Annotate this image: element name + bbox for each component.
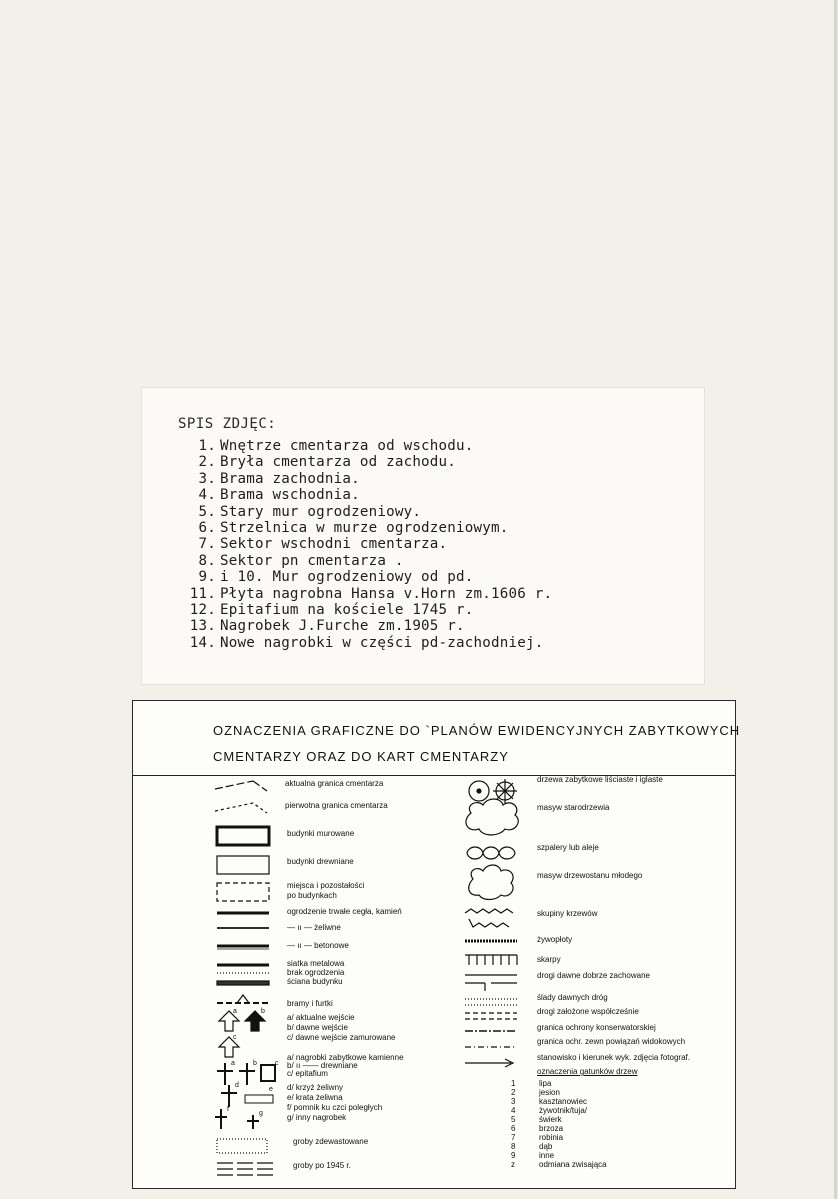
legend-label: c/ dawne wejście zamurowane bbox=[287, 1033, 396, 1042]
photo-list-item bbox=[182, 536, 552, 552]
photo-list-item-text: Strzelnica w murze ogrodzeniowym. bbox=[220, 519, 509, 536]
iron-cross-icon bbox=[221, 1085, 273, 1107]
wood-building-icon bbox=[217, 856, 269, 874]
building-wall-icon bbox=[217, 981, 269, 985]
legend-label: granica ochr. zewn powiązań widokowych bbox=[537, 1037, 686, 1046]
old-road-traces-icon bbox=[465, 999, 517, 1005]
current-boundary-icon bbox=[215, 781, 267, 791]
old-forest-icon bbox=[466, 799, 518, 835]
entrance-icon bbox=[219, 1011, 265, 1031]
legend-title-line1: OZNACZENIA GRAFICZNE DO `PLANÓW EWIDENCYJNYCH ZABYTKOWYCH bbox=[213, 723, 741, 738]
tree-species-code: 8 bbox=[511, 1142, 516, 1151]
photo-list-item-text: Wnętrze cmentarza od wschodu. bbox=[220, 438, 474, 454]
legend-label: ściana budynku bbox=[287, 977, 343, 986]
tree-species-code: 6 bbox=[511, 1124, 516, 1133]
photo-list-item bbox=[182, 520, 552, 536]
legend-label: budynki murowane bbox=[287, 829, 355, 838]
photo-list-item bbox=[182, 504, 552, 520]
devastated-graves-icon bbox=[217, 1139, 267, 1153]
svg-text:a: a bbox=[231, 1060, 235, 1067]
tombstone-icons bbox=[217, 1063, 275, 1085]
tree-species-name: jesion bbox=[539, 1088, 560, 1097]
svg-text:b: b bbox=[261, 1008, 265, 1015]
svg-text:c: c bbox=[275, 1060, 279, 1067]
tree-species-name: lipa bbox=[539, 1079, 552, 1088]
tree-species-name: odmiana zwisająca bbox=[539, 1160, 607, 1169]
legend-label: b/ ıı —— drewniane bbox=[287, 1061, 358, 1070]
tree-species-title: oznaczenia gatunków drzew bbox=[537, 1067, 638, 1076]
photo-list-item-number: 2. bbox=[198, 454, 216, 471]
legend-label: masyw starodrzewia bbox=[537, 803, 610, 812]
tree-species-code: 7 bbox=[511, 1133, 516, 1142]
photo-list bbox=[182, 438, 552, 651]
tree-species-code: 5 bbox=[511, 1115, 516, 1124]
legend-label: pierwotna granica cmentarza bbox=[285, 801, 388, 810]
photo-list-item-number: 13. bbox=[189, 618, 216, 635]
svg-text:f: f bbox=[227, 1106, 229, 1113]
legend-label: a/ nagrobki zabytkowe kamienne bbox=[287, 1053, 404, 1062]
legend-title-line2: CMENTARZY ORAZ DO KART CMENTARZY bbox=[213, 749, 509, 764]
photo-list-item-number: 4. bbox=[198, 487, 216, 504]
photo-list-card bbox=[142, 388, 704, 684]
legend-label: siatka metalowa bbox=[287, 959, 345, 968]
legend-label: drogi dawne dobrze zachowane bbox=[537, 971, 650, 980]
legend-label: drzewa zabytkowe liściaste i iglaste bbox=[537, 775, 663, 784]
legend-label: ślady dawnych dróg bbox=[537, 993, 608, 1002]
photo-list-item-text: i 10. Mur ogrodzeniowy od pd. bbox=[220, 569, 474, 586]
legend-label: d/ krzyż żeliwny bbox=[287, 1083, 344, 1092]
photo-list-item-number: 8. bbox=[198, 552, 216, 569]
tree-species-code: 3 bbox=[511, 1097, 516, 1106]
legend-label: g/ inny nagrobek bbox=[287, 1113, 347, 1122]
legend-label: — ıı — żeliwne bbox=[287, 923, 341, 932]
photo-list-item bbox=[182, 618, 552, 634]
tree-species-name: kasztanowiec bbox=[539, 1097, 588, 1106]
photo-list-item bbox=[182, 569, 552, 585]
legend-label: groby zdewastowane bbox=[293, 1137, 369, 1146]
original-boundary-icon bbox=[215, 803, 267, 813]
legend-label: skarpy bbox=[537, 955, 561, 964]
graves-after-1945-icon bbox=[217, 1163, 273, 1175]
legend-label: po budynkach bbox=[287, 891, 337, 900]
legend-label: żywopłoty bbox=[537, 935, 573, 944]
monument-icon bbox=[215, 1109, 259, 1129]
photo-list-item-number: 3. bbox=[198, 470, 216, 487]
photo-list-item-number: 9. bbox=[198, 569, 216, 586]
photo-list-item bbox=[182, 471, 552, 487]
shrubs-icon bbox=[465, 909, 513, 927]
legend-label: skupiny krzewów bbox=[537, 909, 598, 918]
photo-list-item-text: Brama wschodnia. bbox=[220, 487, 360, 504]
legend-label: budynki drewniane bbox=[287, 857, 354, 866]
legend-label: drogi założone współcześnie bbox=[537, 1007, 639, 1016]
photo-list-title: SPIS ZDJĘC: bbox=[178, 416, 277, 432]
young-forest-icon bbox=[469, 865, 513, 900]
svg-text:d: d bbox=[235, 1082, 239, 1089]
tree-species-name: żywotnik/tuja/ bbox=[539, 1106, 588, 1115]
legend-label: aktualna granica cmentarza bbox=[285, 779, 384, 788]
photo-list-item-number: 11. bbox=[189, 585, 216, 602]
svg-text:a: a bbox=[233, 1008, 237, 1015]
photo-position-icon bbox=[465, 1059, 513, 1067]
svg-text:g: g bbox=[259, 1110, 263, 1117]
legend-label: a/ aktualne wejście bbox=[287, 1013, 355, 1022]
svg-text:b: b bbox=[253, 1060, 257, 1067]
tree-species-code: 9 bbox=[511, 1151, 516, 1160]
photo-list-item-text: Nagrobek J.Furche zm.1905 r. bbox=[220, 618, 465, 635]
photo-list-item-number: 1. bbox=[198, 438, 216, 454]
photo-list-item bbox=[182, 487, 552, 503]
photo-list-item-text: Stary mur ogrodzeniowy. bbox=[220, 503, 422, 520]
svg-text:c: c bbox=[233, 1034, 237, 1041]
photo-list-item bbox=[182, 586, 552, 602]
legend-label: miejsca i pozostałości bbox=[287, 881, 365, 890]
tree-species-code: 2 bbox=[511, 1088, 516, 1097]
legend-card bbox=[132, 700, 741, 1189]
photo-list-item bbox=[182, 553, 552, 569]
legend-label: granica ochrony konserwatorskiej bbox=[537, 1023, 656, 1032]
legend-label: ogrodzenie trwałe cegła, kamień bbox=[287, 907, 402, 916]
gates-icon bbox=[217, 995, 269, 1003]
brick-building-icon bbox=[217, 827, 269, 845]
photo-list-item-text: Płyta nagrobna Hansa v.Horn zm.1606 r. bbox=[220, 585, 553, 602]
photo-list-item-number: 6. bbox=[198, 519, 216, 536]
photo-list-item bbox=[182, 602, 552, 618]
tree-species-name: świerk bbox=[539, 1115, 562, 1124]
tree-species-name: brzoza bbox=[539, 1124, 564, 1133]
legend-label: masyw drzewostanu młodego bbox=[537, 871, 643, 880]
photo-list-item-text: Sektor wschodni cmentarza. bbox=[220, 536, 448, 553]
legend-label: b/ dawne wejście bbox=[287, 1023, 348, 1032]
legend-label: — ıı — betonowe bbox=[287, 941, 349, 950]
tree-species-code: 4 bbox=[511, 1106, 516, 1115]
photo-list-item-text: Epitafium na kościele 1745 r. bbox=[220, 601, 474, 618]
legend-label: brak ogrodzenia bbox=[287, 968, 345, 977]
photo-list-item-text: Brama zachodnia. bbox=[220, 470, 360, 487]
photo-list-item bbox=[182, 454, 552, 470]
photo-list-item-text: Bryła cmentarza od zachodu. bbox=[220, 454, 457, 471]
tree-species-code: 1 bbox=[511, 1079, 516, 1088]
svg-text:e: e bbox=[269, 1086, 273, 1093]
tree-species-name: inne bbox=[539, 1151, 555, 1160]
building-remains-icon bbox=[217, 883, 269, 901]
photo-list-item-number: 5. bbox=[198, 503, 216, 520]
legend-label: groby po 1945 r. bbox=[293, 1161, 351, 1170]
modern-roads-icon bbox=[465, 1013, 517, 1019]
legend-label: bramy i furtki bbox=[287, 999, 333, 1008]
slope-icon bbox=[465, 955, 517, 965]
photo-list-item bbox=[182, 635, 552, 651]
photo-list-item-number: 12. bbox=[189, 601, 216, 618]
legend-label: szpalery lub aleje bbox=[537, 843, 599, 852]
legend-label: f/ pomnik ku czci poległych bbox=[287, 1103, 383, 1112]
photo-list-item-text: Nowe nagrobki w części pd-zachodniej. bbox=[220, 634, 544, 651]
photo-list-item bbox=[182, 438, 552, 454]
photo-list-item-number: 7. bbox=[198, 536, 216, 553]
legend-label: stanowisko i kierunek wyk. zdjęcia fotograf. bbox=[537, 1053, 690, 1062]
photo-list-item-text: Sektor pn cmentarza . bbox=[220, 552, 404, 569]
alleys-icon bbox=[467, 847, 515, 859]
tree-species-name: robinia bbox=[539, 1133, 564, 1142]
tree-species-code: z bbox=[511, 1160, 515, 1169]
legend-label: e/ krata żeliwna bbox=[287, 1093, 343, 1102]
legend-label: c/ epitafium bbox=[287, 1069, 328, 1078]
tree-species-name: dąb bbox=[539, 1142, 553, 1151]
photo-list-item-number: 14. bbox=[189, 634, 216, 651]
old-roads-icon bbox=[465, 975, 517, 991]
